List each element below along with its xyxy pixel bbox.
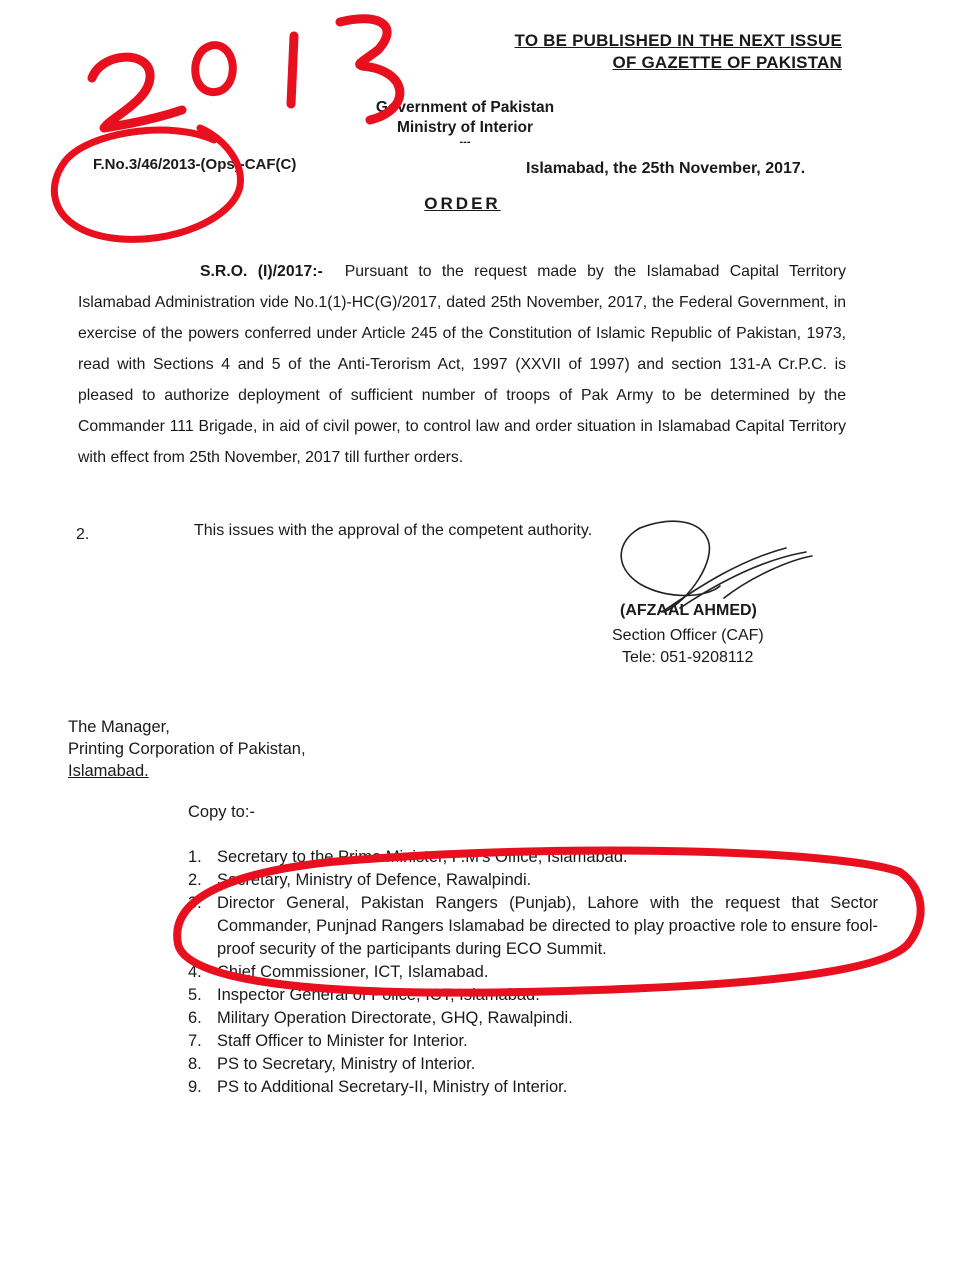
signatory-designation: Section Officer (CAF) — [612, 627, 764, 644]
ministry-heading: Ministry of Interior — [396, 119, 534, 136]
government-heading: Government of Pakistan — [375, 99, 555, 116]
list-item-number: 2. — [188, 871, 202, 889]
item-3-circle — [177, 851, 920, 993]
list-item-text: PS to Additional Secretary-II, Ministry of Interior. — [217, 1078, 568, 1096]
list-item-text: Director General, Pakistan Rangers (Punjab), Lahore with the request that Sector Commander, Punjnad Rangers Islamabad be directed to play proactive role to ensure fool-proof security of the participants during ECO Summit. — [217, 894, 878, 958]
signatory-phone: Tele: 051-9208112 — [622, 649, 754, 666]
order-title: ORDER — [424, 194, 501, 213]
file-number: F.No.3/46/2013-(Ops)-CAF(C) — [93, 156, 297, 173]
signatory-name: (AFZAAL AHMED) — [620, 602, 757, 619]
paragraph-1-text: Pursuant to the request made by the Islamabad Capital Territory Islamabad Administration vide No.1(1)-HC(G)/2017, dated 25th November, 2017, the Federal Government, in exercise of the powers conferred under Article 245 of the Constitution of Islamic Republic of Pakistan, 1973, read with Sections 4 and 5 of the Anti-Terorism Act, 1997 (XXVII of 1997) and section 131-A Cr.P.C. is pleased to authorize deployment of sufficient number of troops of Pak Army to be determined by the Commander 111 Brigade, in aid of civil power, to control law and order situation in Islamabad Capital Territory with effect from 25th November, 2017 till further orders. — [78, 263, 847, 466]
list-item-text: Secretary to the Prime Minister, P.M's Office, Islamabad. — [217, 848, 628, 866]
list-item-text: PS to Secretary, Ministry of Interior. — [217, 1055, 476, 1073]
list-item-number: 7. — [188, 1032, 202, 1050]
handwritten-digit-1 — [291, 36, 294, 104]
list-item-number: 4. — [188, 963, 202, 981]
list-item-number: 8. — [188, 1055, 202, 1073]
publish-line-2: OF GAZETTE OF PAKISTAN — [612, 53, 842, 72]
addressee-line-2: Printing Corporation of Pakistan, — [68, 740, 306, 758]
list-item-number: 5. — [188, 986, 202, 1004]
copy-to-heading: Copy to:- — [188, 803, 255, 821]
handwritten-digit-2 — [92, 57, 182, 128]
paragraph-2-text: This issues with the approval of the competent authority. — [194, 522, 593, 539]
order-date: Islamabad, the 25th November, 2017. — [526, 160, 806, 177]
list-item-text: Military Operation Directorate, GHQ, Rawalpindi. — [217, 1009, 573, 1027]
list-item-number: 9. — [188, 1078, 202, 1096]
list-item-number: 3. — [188, 894, 202, 912]
list-item-text: Secretary, Ministry of Defence, Rawalpindi. — [217, 871, 532, 889]
heading-divider: --- — [459, 136, 471, 148]
paragraph-2-number: 2. — [76, 526, 90, 543]
list-item-number: 6. — [188, 1009, 202, 1027]
list-item-text: Staff Officer to Minister for Interior. — [217, 1032, 468, 1050]
handwritten-digit-0 — [195, 45, 233, 92]
list-item-text: Chief Commissioner, ICT, Islamabad. — [217, 963, 489, 981]
sro-number: S.R.O. (I)/2017:- — [200, 263, 323, 280]
addressee-line-1: The Manager, — [68, 718, 170, 736]
addressee-line-3: Islamabad. — [68, 762, 149, 780]
publish-line-1: TO BE PUBLISHED IN THE NEXT ISSUE — [514, 31, 842, 50]
list-item-text: Inspector General of Police, ICT, Islamabad. — [217, 986, 540, 1004]
file-number-circle — [54, 128, 240, 239]
list-item-number: 1. — [188, 848, 202, 866]
handwritten-digit-3 — [340, 19, 400, 120]
